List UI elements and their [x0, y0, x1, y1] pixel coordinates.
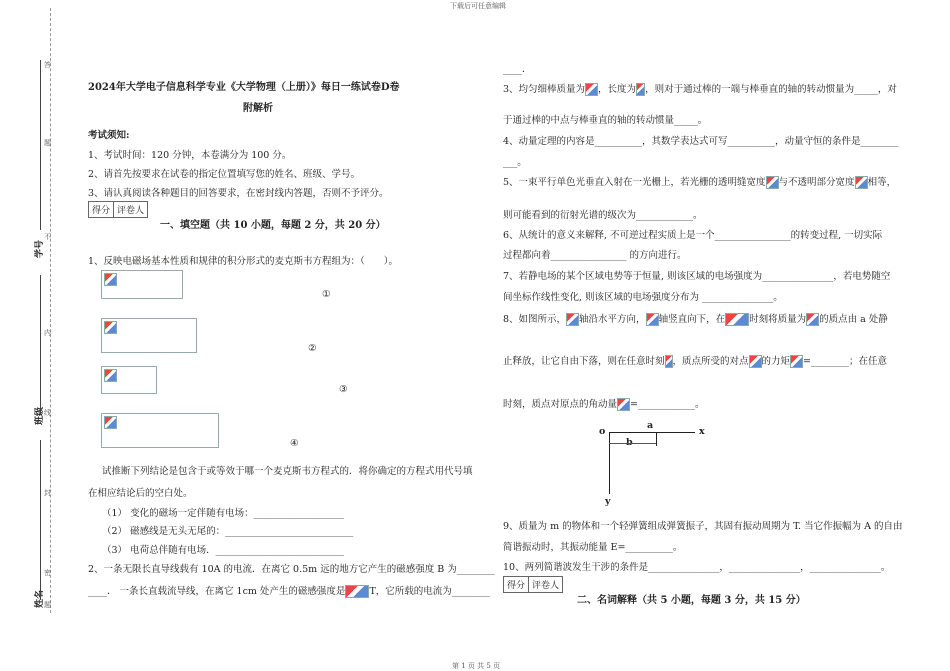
- margin-char: 题: [44, 139, 51, 147]
- formula-image-icon: [617, 398, 630, 411]
- a-marker-line: [656, 432, 657, 446]
- x-axis-line: [609, 432, 695, 433]
- header-note: 下载后可任意编辑: [450, 2, 506, 10]
- margin-char: 不: [44, 233, 51, 241]
- formula-image-icon: [585, 83, 598, 96]
- image-placeholder-icon: [104, 369, 117, 382]
- seal-line: [50, 8, 51, 613]
- figure-x-label: x: [699, 426, 705, 437]
- score-label: 得分: [504, 577, 529, 592]
- notice-item: 1、考试时间：120 分钟，本卷满分为 100 分。: [88, 150, 292, 161]
- question-4: 4、动量定理的内容是__________，其数学表达式可写__________，动量守恒的条件是________: [503, 136, 899, 147]
- margin-line: [40, 275, 41, 415]
- margin-char: 题: [44, 601, 51, 609]
- image-placeholder-icon: [104, 273, 117, 286]
- formula-image-icon: [665, 355, 673, 368]
- equation-marker: ①: [322, 289, 331, 300]
- question-10: 10、两列简谐波发生干涉的条件是_______________，_______________，_______________。: [503, 562, 891, 573]
- score-label: 得分: [89, 202, 114, 217]
- question-1-item: （1） 变化的磁场一定伴随有电场：___________________: [102, 508, 344, 519]
- question-7: 7、若静电场的某个区域电势等于恒量, 则该区域的电场强度为_______________，若电势随空: [503, 271, 891, 282]
- figure-y-label: y: [605, 496, 611, 507]
- question-6: 6、从统计的意义来解释, 不可逆过程实质上是一个________________的转变过程, 一切实际: [503, 230, 883, 241]
- b-dimension-line: [609, 443, 656, 444]
- margin-char: 答: [44, 61, 51, 69]
- image-placeholder-icon: [104, 416, 117, 429]
- question-1-text: 在相应结论后的空白处。: [88, 488, 193, 499]
- question-1: 1、反映电磁场基本性质和规律的积分形式的麦克斯韦方程组为：（ ）。: [88, 256, 399, 267]
- question-2: 2、一条无限长直导线载有 10A 的电流．在离它 0.5m 远的地方它产生的磁感强度 B 为________: [88, 564, 495, 575]
- equation-image: [101, 318, 197, 353]
- section-2-heading: 二、名词解释（共 5 小题，每题 3 分，共 15 分）: [577, 595, 806, 606]
- equation-image: [101, 270, 183, 299]
- question-1-text: 试推断下列结论是包含于或等效于哪一个麦克斯韦方程式的．将你确定的方程式用代号填: [102, 466, 473, 477]
- formula-image-icon: [749, 355, 762, 368]
- question-3: 于通过棒的中点与棒垂直的轴的转动惯量_____。: [503, 115, 708, 126]
- margin-line: [40, 60, 41, 230]
- question-2: ____． 一条长直载流导线，在离它 1cm 处产生的磁感强度是 T，它所载的电流为________: [88, 586, 490, 597]
- question-1-item: （3） 电荷总伴随有电场．___________________________: [102, 545, 344, 556]
- formula-image-icon: [636, 83, 645, 96]
- question-8: 时刻，质点对原点的角动量 =____________。: [503, 399, 705, 410]
- question-9: 9、质量为 m 的物体和一个轻弹簧组成弹簧振子，其固有振动周期为 T. 当它作振幅为 A 的自由: [503, 521, 903, 532]
- question-5: 5、一束平行单色光垂直入射在一光栅上，若光栅的透明缝宽度 与不透明部分宽度 相等，: [503, 177, 897, 188]
- margin-char: 线: [44, 409, 51, 417]
- class-label: 班级: [35, 406, 45, 425]
- question-8: 止释放，让它自由下落，则在任意时刻 ，质点所受的对点 的力矩 =________；在任意: [503, 356, 888, 367]
- score-box: [88, 201, 148, 218]
- formula-image-icon: [566, 313, 579, 326]
- formula-image-icon: [790, 355, 803, 368]
- grader-label: 评卷人: [117, 206, 145, 216]
- exam-title: 2024年大学电子信息科学专业《大学物理（上册）》每日一练试卷D卷: [88, 82, 400, 93]
- section-1-heading: 一、填空题（共 10 小题，每题 2 分，共 20 分）: [160, 220, 386, 231]
- student-id-label: 学号: [35, 239, 45, 258]
- question-9: 简谐振动时，其振动能量 E=__________。: [503, 542, 683, 553]
- score-box: [503, 576, 563, 593]
- notice-heading: 考试须知:: [88, 130, 130, 141]
- formula-image-icon: [345, 585, 369, 598]
- formula-image-icon: [646, 313, 659, 326]
- exam-title-sub: 附解析: [243, 103, 273, 114]
- image-placeholder-icon: [104, 321, 117, 334]
- equation-image: [101, 413, 219, 448]
- margin-char: 内: [44, 329, 51, 337]
- notice-item: 2、请首先按要求在试卷的指定位置填写您的姓名、班级、学号。: [88, 169, 361, 180]
- question-4: ___。: [503, 157, 527, 168]
- grader-label: 评卷人: [532, 581, 560, 591]
- figure-origin-label: o: [599, 426, 606, 437]
- name-label: 姓名: [35, 589, 45, 608]
- question-1-item: （2） 磁感线是无头无尾的：___________________________: [102, 526, 354, 537]
- equation-marker: ④: [290, 438, 299, 449]
- question-6: 过程都向着________________ 的方向进行。: [503, 250, 687, 261]
- page-footer: 第 1 页 共 5 页: [452, 662, 501, 670]
- question-8: 8、如图所示， 轴沿水平方向， 轴竖直向下，在 时刻将质量为 的质点由 a 处静: [503, 314, 888, 325]
- notice-item: 3、请认真阅读各种题目的回答要求，在密封线内答题，否则不予评分。: [88, 188, 389, 199]
- continued-blank: ____．: [503, 64, 532, 75]
- y-axis-line: [609, 432, 610, 494]
- formula-image-icon: [806, 313, 819, 326]
- question-3: 3、均匀细棒质量为 ，长度为 ，则对于通过棒的一端与棒垂直的轴的转动惯量为_____，对: [503, 84, 897, 95]
- formula-image-icon: [855, 176, 868, 189]
- margin-char: 密: [44, 569, 51, 577]
- margin-line: [40, 440, 41, 600]
- figure-a-label: a: [647, 420, 654, 431]
- question-7: 间坐标作线性变化, 则该区域的电场强度分布为 _______________。: [503, 292, 783, 303]
- formula-image-icon: [766, 176, 779, 189]
- formula-image-icon: [725, 313, 749, 326]
- equation-marker: ③: [339, 384, 348, 395]
- equation-image: [101, 366, 157, 394]
- equation-marker: ②: [308, 343, 317, 354]
- margin-char: 封: [44, 489, 51, 497]
- question-5: 则可能看到的衍射光谱的级次为____________。: [503, 210, 703, 221]
